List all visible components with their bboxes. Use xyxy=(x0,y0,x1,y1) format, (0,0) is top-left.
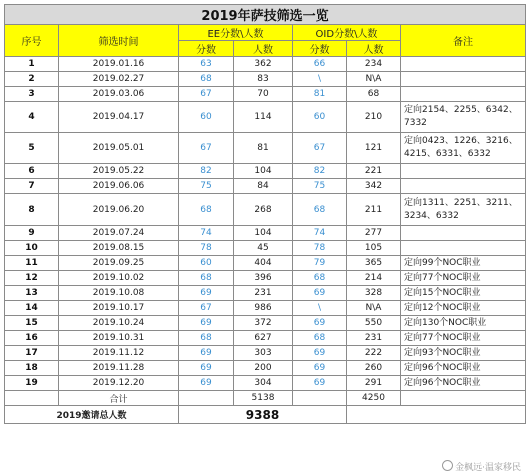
oid-count-cell: 234 xyxy=(347,57,401,72)
oid-score-cell: 60 xyxy=(293,102,347,133)
oid-count-cell: 231 xyxy=(347,331,401,346)
header-ee: EE分数\人数 xyxy=(179,25,293,41)
seq-cell: 11 xyxy=(5,256,59,271)
date-cell: 2019.11.12 xyxy=(59,346,179,361)
header-ee-score: 分数 xyxy=(179,41,234,57)
watermark-text: 金枫远·温家移民 xyxy=(455,463,521,473)
ee-count-cell: 362 xyxy=(234,57,293,72)
ee-count-cell: 81 xyxy=(234,133,293,164)
seq-cell: 8 xyxy=(5,194,59,226)
table-body xyxy=(5,5,526,424)
oid-score-cell: 69 xyxy=(293,361,347,376)
seq-cell: 17 xyxy=(5,346,59,361)
oid-count-cell: 214 xyxy=(347,271,401,286)
oid-count-cell: 210 xyxy=(347,102,401,133)
date-cell: 2019.10.08 xyxy=(59,286,179,301)
seq-cell: 14 xyxy=(5,301,59,316)
ee-score-cell: 69 xyxy=(179,376,234,391)
table-row xyxy=(5,301,526,316)
ee-count-cell: 303 xyxy=(234,346,293,361)
date-cell: 2019.04.17 xyxy=(59,102,179,133)
oid-score-cell: 79 xyxy=(293,256,347,271)
ee-count-cell: 45 xyxy=(234,241,293,256)
summary-oid-total: 4250 xyxy=(347,391,401,406)
date-cell: 2019.05.22 xyxy=(59,164,179,179)
ee-count-cell: 404 xyxy=(234,256,293,271)
date-cell: 2019.05.01 xyxy=(59,133,179,164)
remark-cell xyxy=(401,241,526,256)
ee-score-cell: 68 xyxy=(179,271,234,286)
oid-count-cell: 277 xyxy=(347,226,401,241)
remark-cell: 定向12个NOC职业 xyxy=(401,301,526,316)
summary-label: 合计 xyxy=(59,391,179,406)
ee-count-cell: 231 xyxy=(234,286,293,301)
remark-cell: 定向77个NOC职业 xyxy=(401,271,526,286)
oid-score-cell: 66 xyxy=(293,57,347,72)
grand-total-blank xyxy=(347,406,526,424)
oid-score-cell: \ xyxy=(293,72,347,87)
seq-cell: 1 xyxy=(5,57,59,72)
seq-cell: 7 xyxy=(5,179,59,194)
table-row xyxy=(5,57,526,72)
seq-cell: 6 xyxy=(5,164,59,179)
seq-cell: 13 xyxy=(5,286,59,301)
remark-cell: 定向2154、2255、6342、7332 xyxy=(401,102,526,133)
table-row xyxy=(5,133,526,164)
seq-cell: 9 xyxy=(5,226,59,241)
oid-count-cell: 221 xyxy=(347,164,401,179)
ee-score-cell: 67 xyxy=(179,87,234,102)
date-cell: 2019.10.24 xyxy=(59,316,179,331)
ee-score-cell: 82 xyxy=(179,164,234,179)
remark-cell: 定向0423、1226、3216、4215、6331、6332 xyxy=(401,133,526,164)
watermark xyxy=(442,460,521,473)
remark-cell: 定向77个NOC职业 xyxy=(401,331,526,346)
oid-score-cell: 69 xyxy=(293,286,347,301)
seq-cell: 2 xyxy=(5,72,59,87)
header-oid: OID分数\人数 xyxy=(293,25,401,41)
header-remark: 备注 xyxy=(401,25,526,57)
remark-cell xyxy=(401,164,526,179)
table-row xyxy=(5,179,526,194)
ee-score-cell: 67 xyxy=(179,301,234,316)
screening-table xyxy=(4,4,526,424)
seq-cell: 5 xyxy=(5,133,59,164)
ee-count-cell: 372 xyxy=(234,316,293,331)
oid-score-cell: 74 xyxy=(293,226,347,241)
ee-score-cell: 60 xyxy=(179,102,234,133)
ee-count-cell: 104 xyxy=(234,164,293,179)
ee-count-cell: 84 xyxy=(234,179,293,194)
summary-ee-total: 5138 xyxy=(234,391,293,406)
date-cell: 2019.03.06 xyxy=(59,87,179,102)
ee-score-cell: 75 xyxy=(179,179,234,194)
ee-score-cell: 68 xyxy=(179,331,234,346)
table-row xyxy=(5,164,526,179)
remark-cell xyxy=(401,226,526,241)
date-cell: 2019.06.20 xyxy=(59,194,179,226)
table-row xyxy=(5,361,526,376)
date-cell: 2019.10.02 xyxy=(59,271,179,286)
ee-score-cell: 69 xyxy=(179,286,234,301)
ee-score-cell: 78 xyxy=(179,241,234,256)
oid-score-cell: 69 xyxy=(293,316,347,331)
header-ee-count: 人数 xyxy=(234,41,293,57)
oid-score-cell: 78 xyxy=(293,241,347,256)
date-cell: 2019.02.27 xyxy=(59,72,179,87)
table-row xyxy=(5,102,526,133)
ee-count-cell: 83 xyxy=(234,72,293,87)
date-cell: 2019.08.15 xyxy=(59,241,179,256)
ee-score-cell: 68 xyxy=(179,194,234,226)
table-row xyxy=(5,346,526,361)
header-oid-score: 分数 xyxy=(293,41,347,57)
summary-blank xyxy=(401,391,526,406)
remark-cell: 定向93个NOC职业 xyxy=(401,346,526,361)
remark-cell xyxy=(401,87,526,102)
oid-count-cell: 222 xyxy=(347,346,401,361)
table-row xyxy=(5,194,526,226)
ee-count-cell: 304 xyxy=(234,376,293,391)
oid-score-cell: \ xyxy=(293,301,347,316)
date-cell: 2019.11.28 xyxy=(59,361,179,376)
header-oid-count: 人数 xyxy=(347,41,401,57)
seq-cell: 16 xyxy=(5,331,59,346)
ee-count-cell: 70 xyxy=(234,87,293,102)
oid-count-cell: 211 xyxy=(347,194,401,226)
oid-score-cell: 68 xyxy=(293,331,347,346)
seq-cell: 15 xyxy=(5,316,59,331)
oid-count-cell: 260 xyxy=(347,361,401,376)
header-seq: 序号 xyxy=(5,25,59,57)
oid-count-cell: 121 xyxy=(347,133,401,164)
ee-score-cell: 60 xyxy=(179,256,234,271)
oid-score-cell: 75 xyxy=(293,179,347,194)
weibo-icon xyxy=(442,460,453,471)
oid-count-cell: N\A xyxy=(347,72,401,87)
oid-score-cell: 82 xyxy=(293,164,347,179)
grand-total-row xyxy=(5,406,526,424)
ee-score-cell: 68 xyxy=(179,72,234,87)
summary-blank xyxy=(179,391,234,406)
seq-cell: 12 xyxy=(5,271,59,286)
table-row xyxy=(5,241,526,256)
table-row xyxy=(5,331,526,346)
oid-score-cell: 68 xyxy=(293,194,347,226)
oid-count-cell: 291 xyxy=(347,376,401,391)
date-cell: 2019.10.17 xyxy=(59,301,179,316)
seq-cell: 3 xyxy=(5,87,59,102)
oid-score-cell: 69 xyxy=(293,376,347,391)
oid-count-cell: 68 xyxy=(347,87,401,102)
ee-score-cell: 74 xyxy=(179,226,234,241)
ee-count-cell: 104 xyxy=(234,226,293,241)
ee-score-cell: 67 xyxy=(179,133,234,164)
oid-score-cell: 69 xyxy=(293,346,347,361)
oid-score-cell: 67 xyxy=(293,133,347,164)
seq-cell: 18 xyxy=(5,361,59,376)
header-date: 筛选时间 xyxy=(59,25,179,57)
ee-count-cell: 268 xyxy=(234,194,293,226)
date-cell: 2019.06.06 xyxy=(59,179,179,194)
remark-cell xyxy=(401,72,526,87)
oid-score-cell: 81 xyxy=(293,87,347,102)
date-cell: 2019.12.20 xyxy=(59,376,179,391)
remark-cell: 定向96个NOC职业 xyxy=(401,361,526,376)
remark-cell: 定向99个NOC职业 xyxy=(401,256,526,271)
oid-score-cell: 68 xyxy=(293,271,347,286)
ee-count-cell: 200 xyxy=(234,361,293,376)
table-row xyxy=(5,316,526,331)
summary-blank xyxy=(5,391,59,406)
remark-cell xyxy=(401,57,526,72)
ee-score-cell: 69 xyxy=(179,361,234,376)
ee-count-cell: 114 xyxy=(234,102,293,133)
remark-cell: 定向130个NOC职业 xyxy=(401,316,526,331)
remark-cell: 定向15个NOC职业 xyxy=(401,286,526,301)
seq-cell: 19 xyxy=(5,376,59,391)
grand-total-label: 2019邀请总人数 xyxy=(5,406,179,424)
ee-count-cell: 627 xyxy=(234,331,293,346)
ee-count-cell: 396 xyxy=(234,271,293,286)
summary-row xyxy=(5,391,526,406)
oid-count-cell: 342 xyxy=(347,179,401,194)
ee-score-cell: 69 xyxy=(179,316,234,331)
date-cell: 2019.01.16 xyxy=(59,57,179,72)
date-cell: 2019.10.31 xyxy=(59,331,179,346)
table-row xyxy=(5,256,526,271)
oid-count-cell: 365 xyxy=(347,256,401,271)
table-row xyxy=(5,72,526,87)
seq-cell: 4 xyxy=(5,102,59,133)
oid-count-cell: N\A xyxy=(347,301,401,316)
ee-score-cell: 63 xyxy=(179,57,234,72)
grand-total-value: 9388 xyxy=(179,406,347,424)
date-cell: 2019.07.24 xyxy=(59,226,179,241)
table-row xyxy=(5,226,526,241)
summary-blank xyxy=(293,391,347,406)
remark-cell: 定向1311、2251、3211、3234、6332 xyxy=(401,194,526,226)
oid-count-cell: 550 xyxy=(347,316,401,331)
ee-score-cell: 69 xyxy=(179,346,234,361)
table-title: 2019年萨技筛选一览 xyxy=(5,5,526,25)
table-row xyxy=(5,271,526,286)
ee-count-cell: 986 xyxy=(234,301,293,316)
table-row xyxy=(5,376,526,391)
remark-cell: 定向96个NOC职业 xyxy=(401,376,526,391)
remark-cell xyxy=(401,179,526,194)
oid-count-cell: 105 xyxy=(347,241,401,256)
date-cell: 2019.09.25 xyxy=(59,256,179,271)
oid-count-cell: 328 xyxy=(347,286,401,301)
seq-cell: 10 xyxy=(5,241,59,256)
table-row xyxy=(5,286,526,301)
table-row xyxy=(5,87,526,102)
